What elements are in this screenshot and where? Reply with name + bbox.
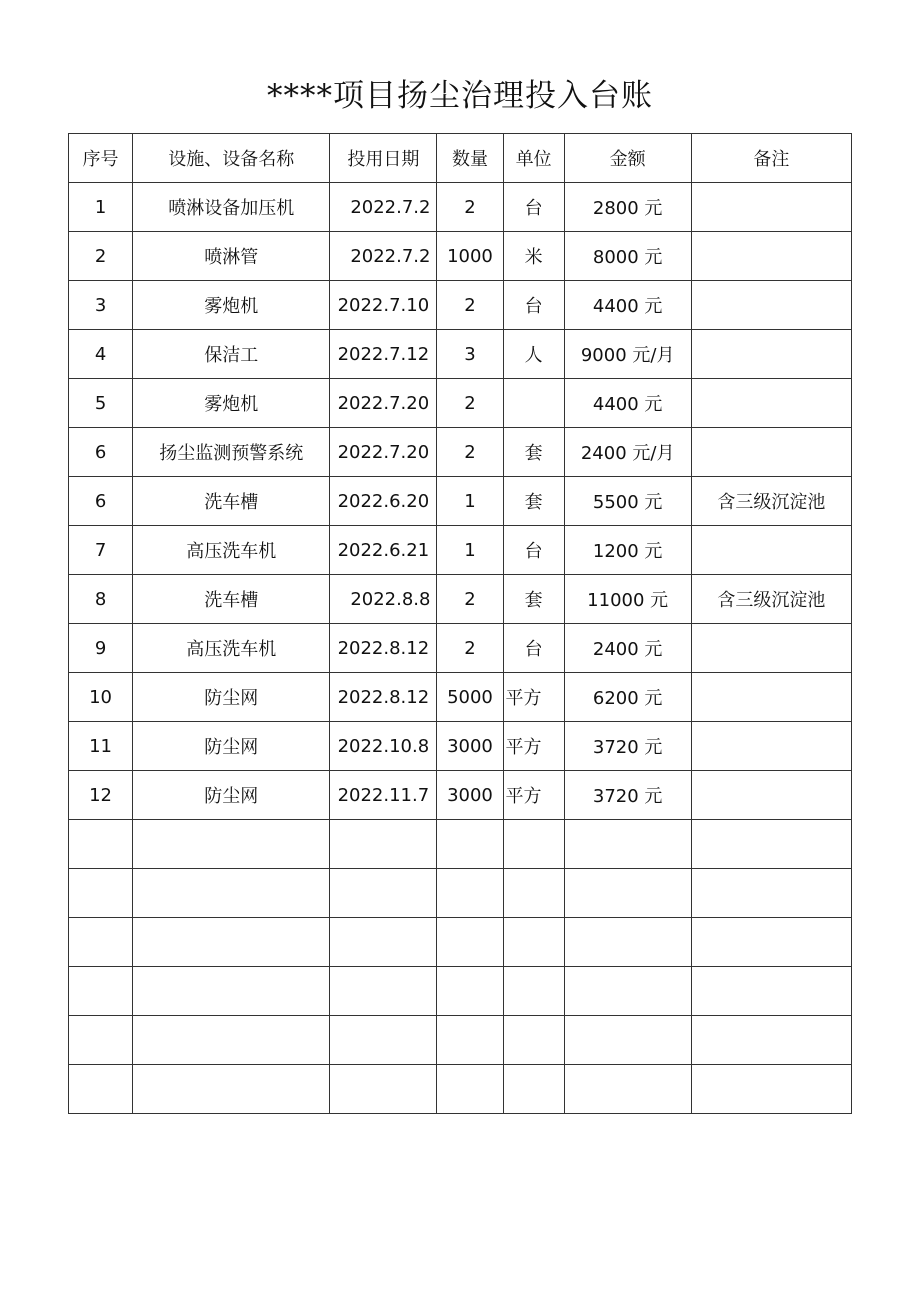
cell-note <box>691 820 851 869</box>
table-row <box>69 330 852 379</box>
cell-seq: 10 <box>69 673 133 722</box>
cell-seq: 6 <box>69 428 133 477</box>
cell-note <box>691 967 851 1016</box>
cell-note <box>691 330 851 379</box>
cell-note <box>691 771 851 820</box>
cell-date <box>330 820 437 869</box>
cell-unit <box>503 1016 564 1065</box>
cell-date: 2022.7.2 <box>330 183 437 232</box>
cell-date <box>330 918 437 967</box>
cell-name <box>133 918 330 967</box>
cell-note <box>691 722 851 771</box>
cell-unit: 台 <box>503 526 564 575</box>
cell-amount: 9000 元/月 <box>564 330 691 379</box>
cell-amount: 2400 元 <box>564 624 691 673</box>
table-row <box>69 967 852 1016</box>
cell-qty: 1000 <box>437 232 503 281</box>
header-date: 投用日期 <box>330 134 437 183</box>
header-qty: 数量 <box>437 134 503 183</box>
cell-note <box>691 869 851 918</box>
cell-amount: 4400 元 <box>564 281 691 330</box>
cell-unit: 套 <box>503 428 564 477</box>
cell-qty: 3 <box>437 330 503 379</box>
cell-name: 洗车槽 <box>133 477 330 526</box>
cell-seq: 11 <box>69 722 133 771</box>
cell-qty: 3000 <box>437 722 503 771</box>
cell-amount: 2400 元/月 <box>564 428 691 477</box>
cell-qty: 2 <box>437 379 503 428</box>
cell-date <box>330 967 437 1016</box>
cell-qty: 2 <box>437 575 503 624</box>
cell-name: 高压洗车机 <box>133 624 330 673</box>
table-row <box>69 673 852 722</box>
cell-date: 2022.10.8 <box>330 722 437 771</box>
cell-date: 2022.6.20 <box>330 477 437 526</box>
cell-qty <box>437 1065 503 1114</box>
cell-name: 保洁工 <box>133 330 330 379</box>
page-title: ****项目扬尘治理投入台账 <box>267 78 653 114</box>
cell-date <box>330 1065 437 1114</box>
table-row <box>69 379 852 428</box>
cell-note <box>691 624 851 673</box>
header-name: 设施、设备名称 <box>133 134 330 183</box>
cell-unit <box>503 820 564 869</box>
cell-qty: 1 <box>437 477 503 526</box>
cell-qty <box>437 1016 503 1065</box>
cell-note <box>691 918 851 967</box>
cell-date: 2022.7.12 <box>330 330 437 379</box>
cell-unit <box>503 379 564 428</box>
cell-amount <box>564 1065 691 1114</box>
cell-unit: 平方 <box>503 722 564 771</box>
cell-note <box>691 183 851 232</box>
table-row <box>69 771 852 820</box>
cell-amount: 3720 元 <box>564 722 691 771</box>
cell-seq: 3 <box>69 281 133 330</box>
cell-seq: 12 <box>69 771 133 820</box>
cell-unit: 人 <box>503 330 564 379</box>
table-body <box>69 183 852 1114</box>
cell-amount: 4400 元 <box>564 379 691 428</box>
cell-unit: 米 <box>503 232 564 281</box>
cell-name <box>133 1016 330 1065</box>
cell-seq <box>69 869 133 918</box>
cell-name: 雾炮机 <box>133 379 330 428</box>
cell-amount: 11000 元 <box>564 575 691 624</box>
table-row <box>69 820 852 869</box>
cell-name <box>133 1065 330 1114</box>
header-amount: 金额 <box>564 134 691 183</box>
cell-amount: 8000 元 <box>564 232 691 281</box>
cell-amount: 6200 元 <box>564 673 691 722</box>
cell-seq <box>69 918 133 967</box>
cell-amount: 1200 元 <box>564 526 691 575</box>
cell-date: 2022.7.20 <box>330 379 437 428</box>
table-row <box>69 1016 852 1065</box>
cell-amount <box>564 967 691 1016</box>
cell-date: 2022.11.7 <box>330 771 437 820</box>
cell-note <box>691 232 851 281</box>
cell-qty: 3000 <box>437 771 503 820</box>
cell-name: 洗车槽 <box>133 575 330 624</box>
dust-control-ledger-table <box>68 133 852 1114</box>
table-row <box>69 722 852 771</box>
cell-date: 2022.7.10 <box>330 281 437 330</box>
cell-unit: 平方 <box>503 771 564 820</box>
cell-note <box>691 428 851 477</box>
table-row <box>69 281 852 330</box>
table-row <box>69 1065 852 1114</box>
cell-seq: 8 <box>69 575 133 624</box>
cell-unit <box>503 1065 564 1114</box>
cell-qty: 2 <box>437 281 503 330</box>
cell-seq: 5 <box>69 379 133 428</box>
cell-date: 2022.7.20 <box>330 428 437 477</box>
cell-unit: 套 <box>503 575 564 624</box>
header-seq: 序号 <box>69 134 133 183</box>
cell-name: 防尘网 <box>133 722 330 771</box>
cell-unit <box>503 967 564 1016</box>
cell-seq: 2 <box>69 232 133 281</box>
cell-name: 高压洗车机 <box>133 526 330 575</box>
cell-seq: 9 <box>69 624 133 673</box>
cell-qty <box>437 967 503 1016</box>
cell-unit: 台 <box>503 183 564 232</box>
cell-note <box>691 1065 851 1114</box>
cell-qty: 2 <box>437 624 503 673</box>
cell-qty <box>437 869 503 918</box>
cell-note: 含三级沉淀池 <box>691 575 851 624</box>
cell-unit <box>503 918 564 967</box>
table-row <box>69 526 852 575</box>
cell-amount <box>564 869 691 918</box>
cell-note <box>691 526 851 575</box>
cell-date: 2022.8.12 <box>330 624 437 673</box>
cell-note <box>691 1016 851 1065</box>
table-row <box>69 869 852 918</box>
cell-amount <box>564 820 691 869</box>
cell-date <box>330 869 437 918</box>
table-row <box>69 232 852 281</box>
cell-name <box>133 869 330 918</box>
cell-seq: 7 <box>69 526 133 575</box>
cell-date: 2022.6.21 <box>330 526 437 575</box>
cell-seq <box>69 1016 133 1065</box>
cell-amount <box>564 918 691 967</box>
cell-name: 扬尘监测预警系统 <box>133 428 330 477</box>
cell-name: 防尘网 <box>133 771 330 820</box>
cell-seq <box>69 967 133 1016</box>
cell-date <box>330 1016 437 1065</box>
header-unit: 单位 <box>503 134 564 183</box>
cell-amount: 5500 元 <box>564 477 691 526</box>
cell-amount <box>564 1016 691 1065</box>
cell-amount: 2800 元 <box>564 183 691 232</box>
cell-name: 喷淋管 <box>133 232 330 281</box>
table-row <box>69 183 852 232</box>
cell-note <box>691 673 851 722</box>
cell-name: 防尘网 <box>133 673 330 722</box>
cell-unit: 台 <box>503 281 564 330</box>
cell-seq: 4 <box>69 330 133 379</box>
cell-note <box>691 379 851 428</box>
table-row <box>69 575 852 624</box>
cell-unit <box>503 869 564 918</box>
table-row <box>69 428 852 477</box>
table-row <box>69 918 852 967</box>
table-header-row <box>69 134 852 183</box>
cell-note <box>691 281 851 330</box>
cell-unit: 台 <box>503 624 564 673</box>
cell-seq <box>69 1065 133 1114</box>
cell-date: 2022.8.12 <box>330 673 437 722</box>
cell-qty: 2 <box>437 183 503 232</box>
table-row <box>69 477 852 526</box>
cell-qty <box>437 820 503 869</box>
cell-name <box>133 967 330 1016</box>
cell-unit: 套 <box>503 477 564 526</box>
cell-seq: 6 <box>69 477 133 526</box>
cell-seq: 1 <box>69 183 133 232</box>
cell-unit: 平方 <box>503 673 564 722</box>
cell-note: 含三级沉淀池 <box>691 477 851 526</box>
cell-date: 2022.8.8 <box>330 575 437 624</box>
cell-name: 雾炮机 <box>133 281 330 330</box>
header-note: 备注 <box>691 134 851 183</box>
cell-date: 2022.7.2 <box>330 232 437 281</box>
cell-amount: 3720 元 <box>564 771 691 820</box>
cell-qty: 5000 <box>437 673 503 722</box>
cell-name <box>133 820 330 869</box>
table-row <box>69 624 852 673</box>
cell-name: 喷淋设备加压机 <box>133 183 330 232</box>
cell-qty <box>437 918 503 967</box>
cell-qty: 1 <box>437 526 503 575</box>
cell-seq <box>69 820 133 869</box>
cell-qty: 2 <box>437 428 503 477</box>
